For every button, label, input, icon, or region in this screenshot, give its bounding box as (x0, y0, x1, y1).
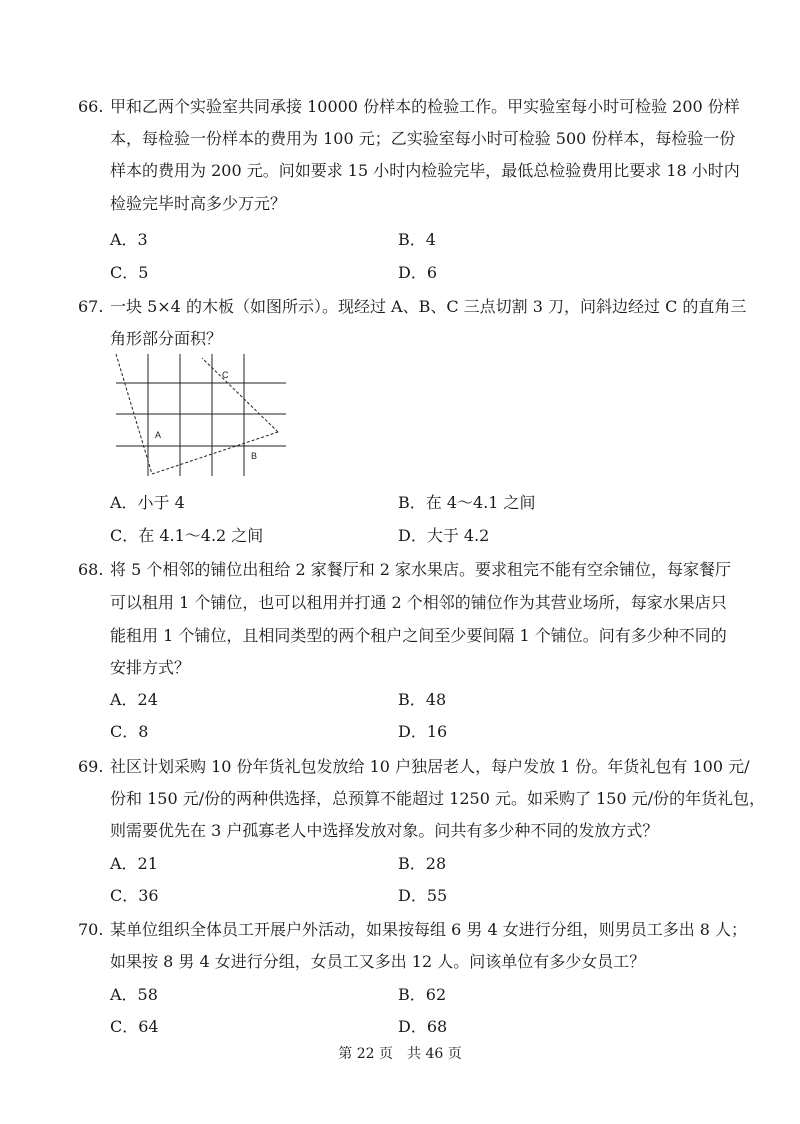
question-66-line: 样本的费用为 200 元。问如要求 15 小时内检验完毕，最低总检验费用比要求 18 小时内 (110, 161, 740, 180)
point-label-a: A (155, 430, 162, 440)
question-66-option-d: D．6 (398, 263, 438, 282)
question-68-option-d: D．16 (398, 722, 448, 741)
question-70-line: 某单位组织全体员工开展户外活动，如果按每组 6 男 4 女进行分组，则男员工多出 8 人； (110, 920, 748, 939)
question-66-option-a: A．3 (110, 230, 148, 249)
question-66-option-b: B．4 (398, 230, 436, 249)
question-66-line: 检验完毕时高多少万元？ (110, 194, 287, 213)
question-67-line: 角形部分面积？ (110, 329, 223, 348)
page-footer: 第 22 页 共 46 页 (338, 1046, 462, 1062)
question-69-option-b: B．28 (398, 854, 447, 873)
question-70-option-b: B．62 (398, 985, 447, 1004)
question-68-option-b: B．48 (398, 690, 447, 709)
point-label-c: C (222, 370, 229, 380)
question-68-line: 将 5 个相邻的铺位出租给 2 家餐厅和 2 家水果店。要求租完不能有空余铺位，每家餐厅 (110, 560, 732, 579)
board-figure (110, 350, 286, 480)
question-66-number: 66. (78, 97, 104, 116)
question-70-line: 如果按 8 男 4 女进行分组，女员工又多出 12 人。问该单位有多少女员工？ (110, 952, 646, 971)
question-67-number: 67. (78, 297, 104, 316)
question-68-line: 可以租用 1 个铺位，也可以租用并打通 2 个相邻的铺位作为其营业场所，每家水果店只 (110, 593, 727, 612)
question-68-line: 能租用 1 个铺位，且相同类型的两个租户之间至少要间隔 1 个铺位。问有多少种不同的 (110, 626, 727, 645)
question-69-number: 69. (78, 757, 104, 776)
question-67-option-c: C．在 4.1～4.2 之间 (110, 526, 264, 545)
question-68-line: 安排方式？ (110, 658, 191, 677)
question-69-option-a: A．21 (110, 854, 158, 873)
question-66-line: 本，每检验一份样本的费用为 100 元；乙实验室每小时可检验 500 份样本，每检验一份 (110, 129, 736, 148)
question-69-line: 份和 150 元/份的两种供选择，总预算不能超过 1250 元。如采购了 150 元/份的年货礼包， (110, 789, 766, 808)
question-68-option-a: A．24 (110, 690, 158, 709)
point-label-b: B (251, 451, 258, 461)
question-70-number: 70. (78, 920, 104, 939)
question-67-option-d: D．大于 4.2 (398, 526, 490, 545)
question-66-option-c: C．5 (110, 263, 149, 282)
question-69-option-d: D．55 (398, 886, 448, 905)
question-70-option-c: C．64 (110, 1017, 159, 1036)
question-67-option-a: A．小于 4 (110, 493, 185, 512)
question-69-line: 则需要优先在 3 户孤寡老人中选择发放对象。问共有多少种不同的发放方式？ (110, 821, 659, 840)
question-70-option-d: D．68 (398, 1017, 448, 1036)
question-69-option-c: C．36 (110, 886, 159, 905)
question-66-line: 甲和乙两个实验室共同承接 10000 份样本的检验工作。甲实验室每小时可检验 200 份样 (110, 97, 740, 116)
cut-line (202, 358, 278, 432)
cut-line (152, 432, 278, 474)
question-67-option-b: B．在 4～4.1 之间 (398, 493, 536, 512)
question-68-number: 68. (78, 560, 104, 579)
question-70-option-a: A．58 (110, 985, 158, 1004)
question-67-line: 一块 5×4 的木板（如图所示）。现经过 A、B、C 三点切割 3 刀，问斜边经过 C 的直角三 (110, 297, 747, 316)
question-68-option-c: C．8 (110, 722, 149, 741)
question-69-line: 社区计划采购 10 份年货礼包发放给 10 户独居老人，每户发放 1 份。年货礼包有 100 元/ (110, 757, 750, 776)
